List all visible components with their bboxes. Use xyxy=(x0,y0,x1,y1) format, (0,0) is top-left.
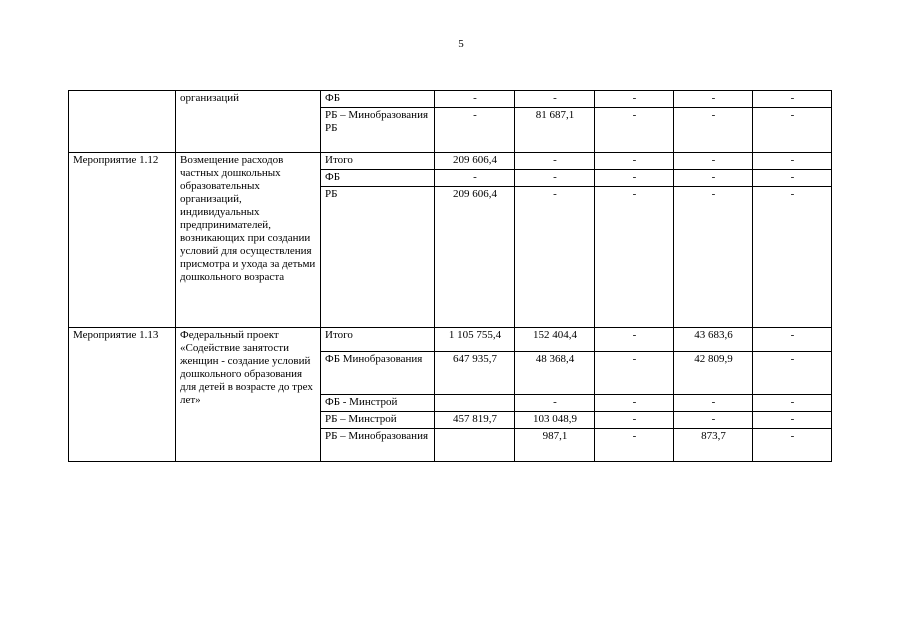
value-cell: 48 368,4 xyxy=(515,352,595,395)
value-cell: - xyxy=(595,328,674,352)
value-cell: - xyxy=(515,187,595,328)
event-cell: Мероприятие 1.13 xyxy=(69,328,176,462)
funding-source-cell: Итого xyxy=(321,153,435,170)
value-cell: - xyxy=(753,170,832,187)
value-cell: - xyxy=(753,187,832,328)
funding-source-cell: ФБ - Минстрой xyxy=(321,395,435,412)
value-cell: 152 404,4 xyxy=(515,328,595,352)
value-cell: - xyxy=(435,108,515,153)
table-row xyxy=(69,328,832,352)
value-cell: - xyxy=(595,395,674,412)
value-cell: - xyxy=(674,153,753,170)
value-cell: - xyxy=(595,187,674,328)
value-cell: - xyxy=(595,108,674,153)
value-cell: - xyxy=(753,429,832,462)
value-cell: - xyxy=(515,91,595,108)
value-cell: 1 105 755,4 xyxy=(435,328,515,352)
value-cell: - xyxy=(515,395,595,412)
description-cell: Федеральный проект «Содействие занятости женщин - создание условий дошкольного образования для детей в возрасте до трех лет» xyxy=(176,328,321,462)
value-cell: 81 687,1 xyxy=(515,108,595,153)
funding-source-cell: РБ – Минобразования xyxy=(321,429,435,462)
value-cell: - xyxy=(595,429,674,462)
value-cell: - xyxy=(674,91,753,108)
value-cell: - xyxy=(753,91,832,108)
value-cell: 457 819,7 xyxy=(435,412,515,429)
value-cell: - xyxy=(674,108,753,153)
value-cell: - xyxy=(595,170,674,187)
value-cell: - xyxy=(753,108,832,153)
value-cell: - xyxy=(753,328,832,352)
value-cell: 43 683,6 xyxy=(674,328,753,352)
value-cell: - xyxy=(515,153,595,170)
value-cell: - xyxy=(674,187,753,328)
funding-source-cell: РБ – Минобразования РБ xyxy=(321,108,435,153)
page-number: 5 xyxy=(458,38,464,50)
value-cell: - xyxy=(435,91,515,108)
value-cell: 209 606,4 xyxy=(435,153,515,170)
value-cell xyxy=(435,429,515,462)
value-cell: - xyxy=(674,412,753,429)
funding-source-cell: РБ – Минстрой xyxy=(321,412,435,429)
value-cell: - xyxy=(435,170,515,187)
funding-source-cell: ФБ xyxy=(321,91,435,108)
budget-table xyxy=(68,90,832,462)
value-cell: 987,1 xyxy=(515,429,595,462)
value-cell: - xyxy=(595,153,674,170)
value-cell: - xyxy=(674,395,753,412)
value-cell: - xyxy=(674,170,753,187)
value-cell: 42 809,9 xyxy=(674,352,753,395)
funding-source-cell: ФБ xyxy=(321,170,435,187)
value-cell: - xyxy=(753,395,832,412)
value-cell: 209 606,4 xyxy=(435,187,515,328)
funding-source-cell: Итого xyxy=(321,328,435,352)
value-cell: - xyxy=(753,412,832,429)
funding-source-cell: ФБ Минобразования xyxy=(321,352,435,395)
description-cell: Возмещение расходов частных дошкольных образовательных организаций, индивидуальных предпринимателей, возникающих при создании условий для осуществления присмотра и ухода за детьми дошкольного возраста xyxy=(176,153,321,328)
event-cell xyxy=(69,91,176,153)
value-cell xyxy=(435,395,515,412)
value-cell: 103 048,9 xyxy=(515,412,595,429)
value-cell: - xyxy=(595,412,674,429)
value-cell: - xyxy=(515,170,595,187)
description-cell: организаций xyxy=(176,91,321,153)
value-cell: - xyxy=(595,352,674,395)
value-cell: - xyxy=(753,352,832,395)
table-row xyxy=(69,91,832,108)
value-cell: 873,7 xyxy=(674,429,753,462)
table-row xyxy=(69,153,832,170)
value-cell: 647 935,7 xyxy=(435,352,515,395)
funding-source-cell: РБ xyxy=(321,187,435,328)
value-cell: - xyxy=(753,153,832,170)
value-cell: - xyxy=(595,91,674,108)
event-cell: Мероприятие 1.12 xyxy=(69,153,176,328)
